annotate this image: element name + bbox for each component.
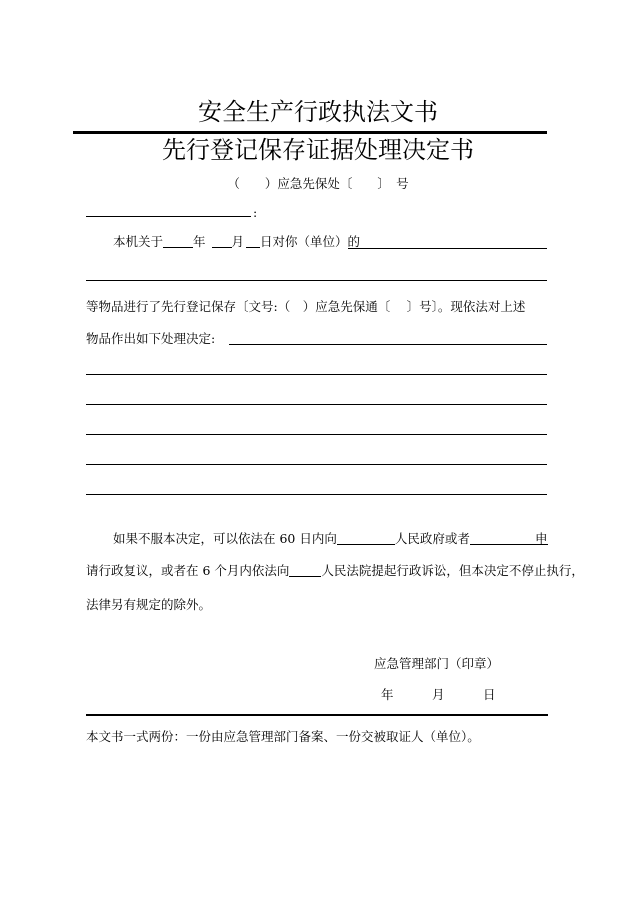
decision-line-1[interactable]: [229, 344, 547, 345]
signature-year: 年: [381, 687, 394, 702]
para3-text-a: 如果不服本决定，可以依法在 60 日内向: [113, 531, 337, 546]
para1-day: 日对你（单位）的: [260, 234, 361, 249]
year-blank[interactable]: [163, 233, 193, 248]
document-category-title: 安全生产行政执法文书: [198, 98, 438, 126]
decision-line-5[interactable]: [86, 464, 547, 465]
para3-text-b: 人民政府或者: [394, 531, 470, 546]
para3-text-d: 请行政复议，或者在 6 个月内依法向: [86, 563, 290, 578]
decision-line-2[interactable]: [86, 374, 547, 375]
department-seal: 应急管理部门（印章）: [374, 656, 500, 671]
para3-text-c: 申: [535, 531, 548, 546]
para1-month: 月: [231, 234, 245, 249]
decision-line-6[interactable]: [86, 494, 547, 495]
signature-month: 月: [432, 687, 445, 702]
government-blank[interactable]: [337, 530, 395, 545]
paragraph-3-line-3: 法律另有规定的除外。: [86, 597, 212, 612]
decision-line-3[interactable]: [86, 404, 547, 405]
para3-text-e: 人民法院提起行政诉讼，但本决定不停止执行，: [321, 563, 584, 578]
recipient-field[interactable]: [86, 216, 251, 217]
recipient-colon: :: [253, 205, 258, 220]
item-field[interactable]: [348, 248, 547, 249]
paragraph-3-line-1: [113, 530, 548, 548]
decision-line-4[interactable]: [86, 434, 547, 435]
day-blank[interactable]: [246, 233, 260, 248]
month-blank[interactable]: [212, 233, 232, 248]
paragraph-1-line-1: [113, 233, 360, 251]
paragraph-2-line-2: 物品作出如下处理决定:: [86, 331, 216, 346]
paragraph-3-line-2: [86, 562, 584, 580]
para1-lead: 本机关于: [113, 234, 164, 249]
document-title: 先行登记保存证据处理决定书: [162, 136, 474, 164]
paragraph-2-line-1: 等物品进行了先行登记保存〔文号:（ ）应急先保通〔 〕号〕。现依法对上述: [86, 299, 526, 314]
footer-divider: [86, 714, 548, 716]
para1-year: 年: [193, 234, 206, 249]
document-number: （ ）应急先保处〔 〕 号: [227, 176, 409, 191]
signature-day: 日: [483, 687, 496, 702]
court-blank[interactable]: [289, 562, 321, 577]
footer-note: 本文书一式两份：一份由应急管理部门备案、一份交被取证人（单位）。: [86, 729, 480, 744]
item-field-continued[interactable]: [86, 280, 547, 281]
